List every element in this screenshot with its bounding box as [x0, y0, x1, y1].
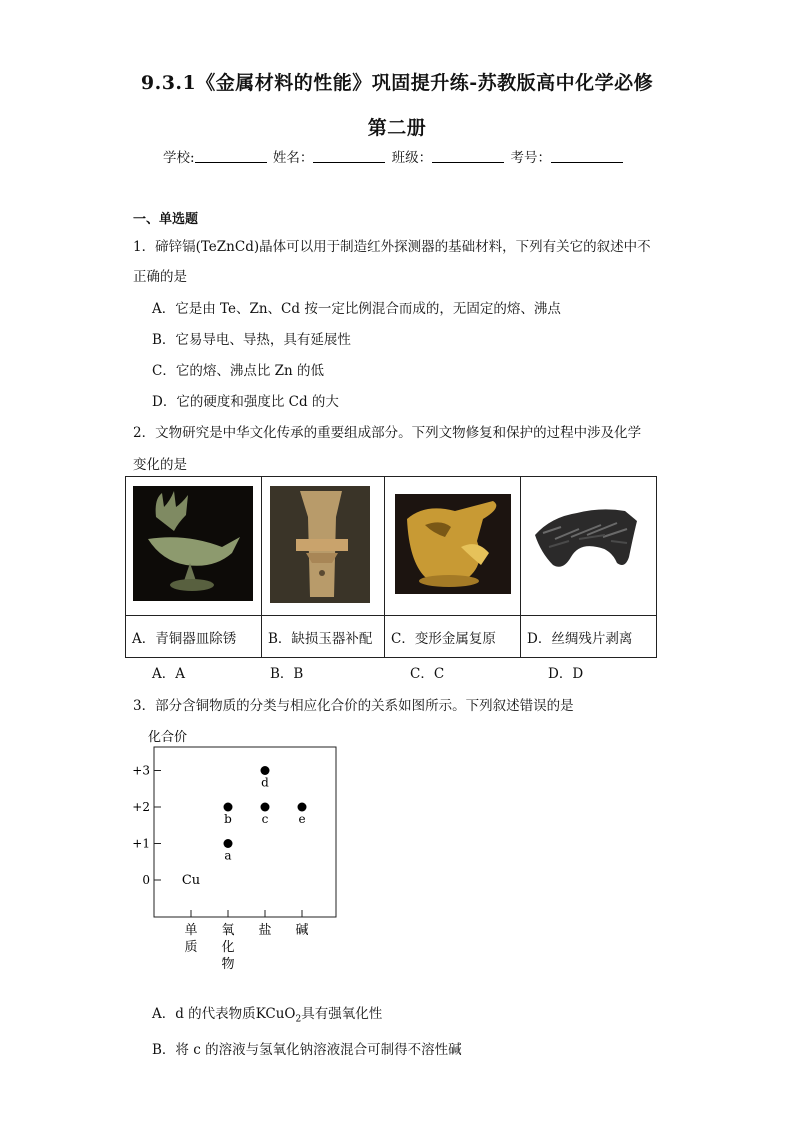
section-heading: 一、单选题 [133, 212, 199, 227]
artifact-image-b [262, 477, 385, 616]
artifact-table [125, 476, 657, 658]
y-tick-label: 0 [142, 873, 150, 887]
y-axis-label: 化合价 [148, 730, 188, 745]
q3-option-a-tail: 具有强氧化性 [301, 1006, 383, 1022]
point-label-e: e [298, 812, 306, 826]
q1-option-c[interactable]: C．它的熔、沸点比 Zn 的低 [152, 363, 324, 379]
class-blank[interactable] [432, 149, 504, 163]
page-title: 9.3.1《金属材料的性能》巩固提升练-苏教版高中化学必修 [140, 72, 654, 94]
x-tick-label: 质 [184, 940, 198, 955]
y-tick-label: +2 [132, 800, 150, 814]
q2-option-d[interactable]: D．D [548, 666, 584, 682]
x-tick-label: 碱 [295, 923, 309, 938]
school-label: 学校: [163, 150, 195, 166]
valence-chart [128, 725, 368, 980]
caption-c: C．变形金属复原 [385, 616, 521, 658]
q3-option-a-text: A．d 的代表物质 [152, 1006, 256, 1022]
number-blank[interactable] [551, 149, 623, 163]
artifact-image-d [521, 477, 657, 616]
point-e [298, 803, 307, 812]
point-label-Cu: Cu [181, 873, 201, 888]
plot-frame [154, 747, 336, 917]
caption-b: B．缺损玉器补配 [262, 616, 385, 658]
q2-stem-line1: 2．文物研究是中华文化传承的重要组成部分。下列文物修复和保护的过程中涉及化学 [133, 425, 642, 441]
point-b [224, 803, 233, 812]
x-tick-label: 盐 [258, 923, 272, 938]
point-label-a: a [224, 848, 232, 863]
number-label: 考号： [510, 150, 551, 166]
q1-option-a[interactable]: A．它是由 Te、Zn、Cd 按一定比例混合而成的，无固定的熔、沸点 [152, 301, 561, 317]
student-info-line [163, 146, 625, 166]
class-label: 班级： [391, 150, 433, 166]
point-d [261, 766, 270, 775]
artifact-image-c [385, 477, 521, 616]
point-c [261, 803, 270, 812]
q1-option-d[interactable]: D．它的硬度和强度比 Cd 的大 [152, 394, 339, 410]
formula-kcuo2 [255, 1006, 302, 1025]
school-blank[interactable] [195, 149, 267, 163]
q2-option-c[interactable]: C．C [410, 666, 445, 682]
x-tick-label: 化 [221, 940, 235, 955]
q1-stem-line1: 1．碲锌镉(TeZnCd)晶体可以用于制造红外探测器的基础材料，下列有关它的叙述中不 [133, 239, 651, 255]
name-blank[interactable] [313, 149, 385, 163]
caption-a: A．青铜器皿除锈 [126, 616, 262, 658]
x-tick-label: 物 [221, 957, 235, 972]
q3-stem: 3．部分含铜物质的分类与相应化合价的关系如图所示。下列叙述错误的是 [133, 698, 574, 714]
point-label-c: c [261, 812, 269, 826]
x-tick-label: 氧 [221, 923, 235, 938]
x-tick-label: 单 [184, 923, 198, 938]
q1-option-b[interactable]: B．它易导电、导热，具有延展性 [152, 332, 351, 348]
q2-stem-line2: 变化的是 [133, 457, 187, 473]
q3-option-a[interactable] [152, 1002, 382, 1025]
q1-stem-line2: 正确的是 [133, 269, 187, 285]
caption-d: D．丝绸残片剥离 [521, 616, 657, 658]
q3-option-b[interactable]: B．将 c 的溶液与氢氧化钠溶液混合可制得不溶性碱 [152, 1042, 462, 1058]
point-label-b: b [224, 812, 232, 826]
name-label: 姓名： [272, 150, 314, 166]
formula-subscript: 2 [295, 1014, 302, 1025]
point-a [224, 839, 233, 848]
y-tick-label: +1 [132, 836, 150, 851]
page-title-line2: 第二册 [367, 117, 427, 139]
q2-option-b[interactable]: B．B [270, 666, 304, 682]
point-label-d: d [261, 775, 269, 790]
q2-option-a[interactable]: A．A [152, 666, 185, 682]
artifact-image-a [126, 477, 262, 616]
y-tick-label: +3 [132, 763, 150, 778]
formula-main: KCuO [255, 1006, 296, 1022]
